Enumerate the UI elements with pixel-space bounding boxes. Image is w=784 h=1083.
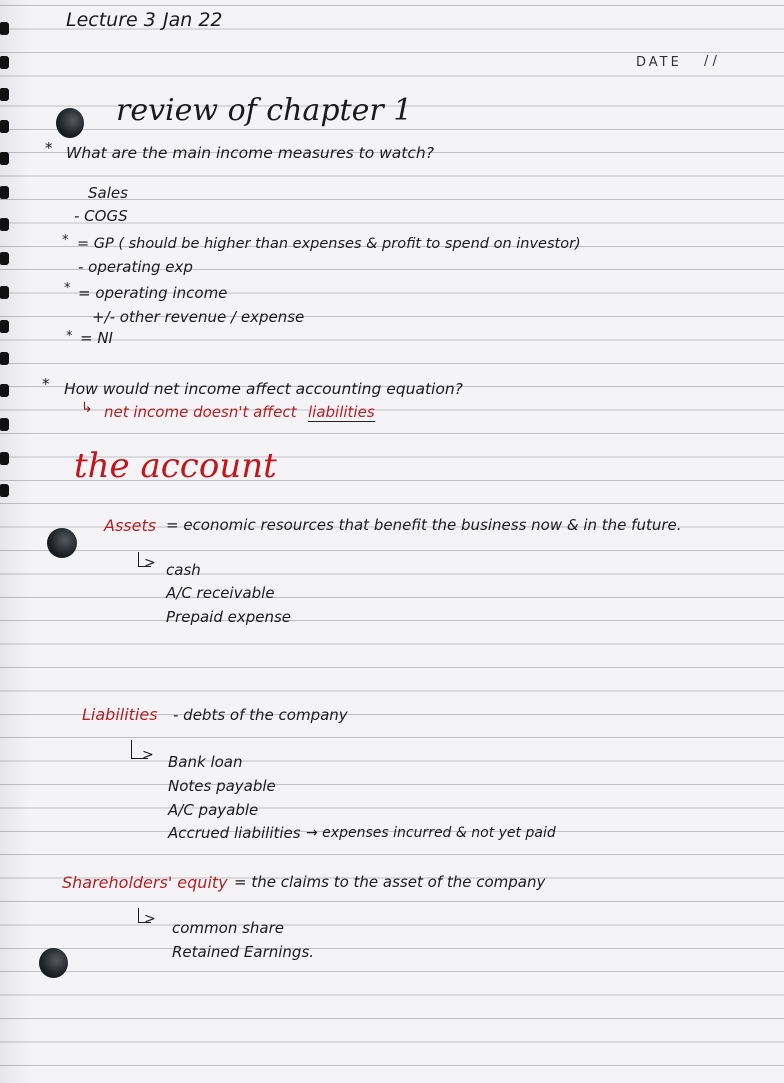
liabilities-item: Bank loan xyxy=(168,753,243,771)
review-answer-2: net income doesn't affect xyxy=(104,403,297,421)
liabilities-definition: - debts of the company xyxy=(173,706,348,724)
spiral-ring xyxy=(0,384,9,397)
assets-item: cash xyxy=(166,561,201,579)
spiral-ring xyxy=(0,56,9,69)
punch-hole xyxy=(56,108,84,138)
equity-item: common share xyxy=(172,919,285,937)
spiral-ring xyxy=(0,418,9,431)
liabilities-accrued: Accrued liabilities xyxy=(168,824,301,842)
spiral-ring xyxy=(0,152,9,165)
answer-arrow-icon: ↳ xyxy=(81,400,93,416)
income-item-other: +/- other revenue / expense xyxy=(92,308,305,326)
spiral-ring xyxy=(0,320,9,333)
spiral-ring xyxy=(0,218,9,231)
question-star: * xyxy=(45,139,53,157)
liabilities-label: Liabilities xyxy=(82,705,158,724)
income-item-operating-income: = operating income xyxy=(78,284,228,302)
spiral-ring xyxy=(0,484,9,497)
liabilities-accrued-definition: → expenses incurred & not yet paid xyxy=(306,825,556,841)
income-item-ni: = NI xyxy=(80,329,113,347)
equity-definition: = the claims to the asset of the company xyxy=(234,873,546,891)
equity-arrow-icon: > xyxy=(144,911,156,927)
liabilities-arrow-icon: > xyxy=(142,747,154,763)
review-answer-2-emph: liabilities xyxy=(308,403,375,421)
equity-item: Retained Earnings. xyxy=(172,943,315,961)
punch-hole xyxy=(39,948,68,978)
liabilities-item: A/C payable xyxy=(168,801,259,819)
spiral-ring xyxy=(0,352,9,365)
date-written: Jan 22 xyxy=(163,9,223,31)
income-star-gp: * xyxy=(62,233,69,248)
review-question-1: What are the main income measures to watch? xyxy=(66,144,434,162)
income-star-ni: * xyxy=(66,329,73,344)
date-slashes: / / xyxy=(704,54,717,69)
date-label: DATE xyxy=(636,55,682,70)
account-title: the account xyxy=(74,446,277,486)
assets-item: Prepaid expense xyxy=(166,608,292,626)
assets-label: Assets xyxy=(104,516,157,535)
lecture-label: Lecture 3 xyxy=(66,9,156,31)
liabilities-item: Notes payable xyxy=(168,777,276,795)
spiral-ring xyxy=(0,88,9,101)
review-title: review of chapter 1 xyxy=(116,93,413,128)
assets-arrow-icon: > xyxy=(144,555,156,571)
review-question-2: How would net income affect accounting equation? xyxy=(64,380,463,398)
spiral-ring xyxy=(0,452,9,465)
assets-definition: = economic resources that benefit the business now & in the future. xyxy=(166,516,682,534)
income-item-sales: Sales xyxy=(88,184,128,202)
income-item-gp: = GP ( should be higher than expenses & profit to spend on investor) xyxy=(77,236,581,252)
spiral-ring xyxy=(0,286,9,299)
assets-item: A/C receivable xyxy=(166,584,275,602)
spiral-ring xyxy=(0,186,9,199)
income-item-opex: - operating exp xyxy=(78,258,193,276)
income-star-opinc: * xyxy=(64,281,71,296)
spiral-ring xyxy=(0,120,9,133)
income-item-cogs: - COGS xyxy=(74,207,128,225)
punch-hole xyxy=(47,528,77,558)
equity-label: Shareholders' equity xyxy=(62,873,228,892)
question-star: * xyxy=(42,375,50,393)
spiral-ring xyxy=(0,22,9,35)
spiral-ring xyxy=(0,252,9,265)
